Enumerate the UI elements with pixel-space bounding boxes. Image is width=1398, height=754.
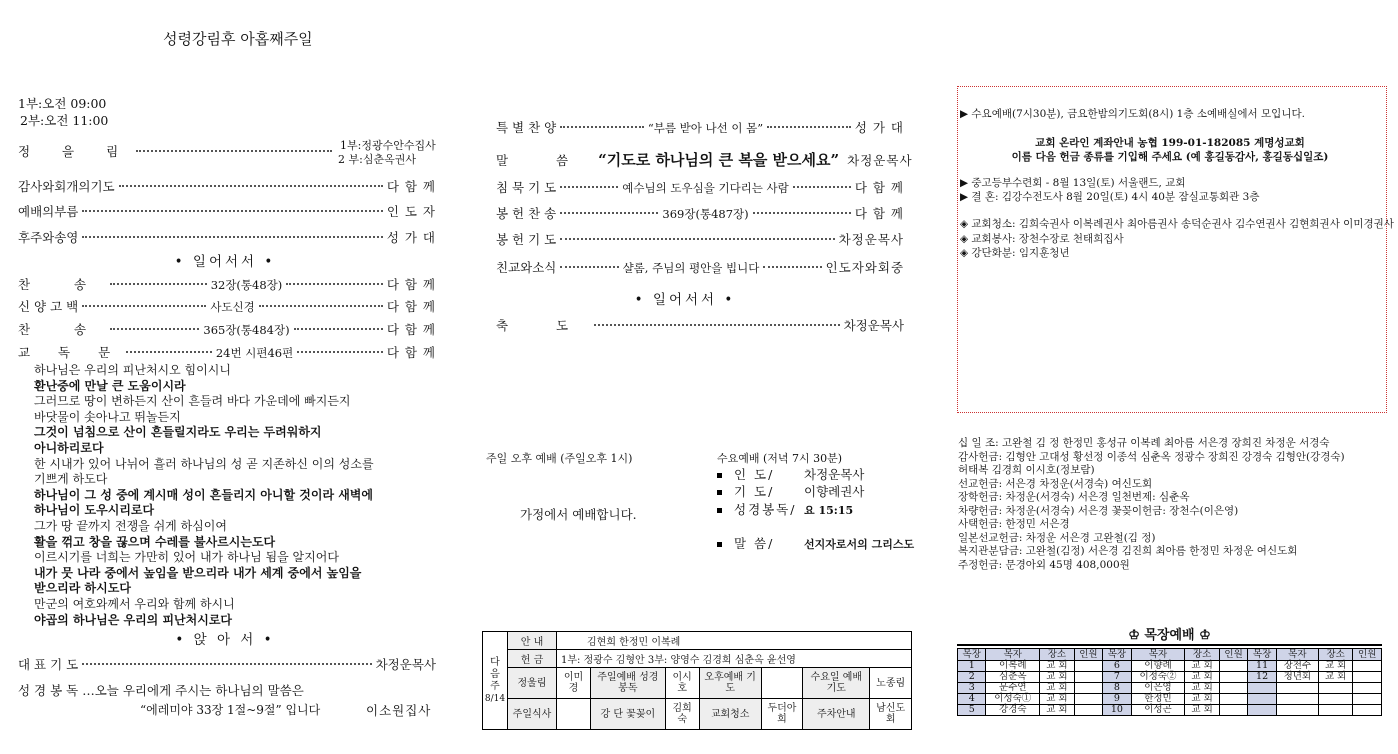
wed-key: 성경봉독/ bbox=[734, 502, 797, 517]
order-row bbox=[496, 118, 904, 136]
mokjang-cell: 7 bbox=[1103, 672, 1131, 683]
wed-key: 말 씀/ bbox=[734, 536, 775, 551]
next-week-cell: 교회청소 bbox=[699, 699, 761, 730]
next-week-cell: 김희숙 bbox=[665, 699, 699, 730]
next-week-cell bbox=[761, 668, 803, 699]
mokjang-count-cell bbox=[1353, 705, 1382, 716]
row-item: 32장(통48장) bbox=[210, 278, 283, 292]
bongdok-ref: “에레미야 33장 1절~9절” 입니다 bbox=[140, 703, 321, 717]
mokjang-header-cell: 장소 bbox=[1040, 649, 1075, 661]
mokjang-cell: 이복례 bbox=[986, 661, 1040, 672]
order-row bbox=[18, 297, 436, 315]
row-label: 대 표 기 도 bbox=[18, 657, 79, 672]
leader-dots bbox=[560, 212, 658, 214]
order-row bbox=[18, 320, 436, 338]
row-performer: 성 가 대 bbox=[386, 230, 436, 245]
mokjang-cell: 한정민 bbox=[1131, 694, 1185, 705]
row-item: 사도신경 bbox=[210, 300, 255, 314]
mokjang-cell: 이정숙② bbox=[1131, 672, 1185, 683]
reading-line: 환난중에 만날 큰 도움이시라 bbox=[34, 378, 186, 393]
row-performer: 차정운목사 bbox=[838, 232, 904, 247]
stand-up-heading-2: • 일어서서 • bbox=[634, 292, 736, 308]
next-week-cell bbox=[557, 699, 591, 730]
row-blessing bbox=[496, 316, 904, 334]
reading-line: 받으리라 하시도다 bbox=[34, 581, 131, 596]
mokjang-cell: 교 회 bbox=[1040, 672, 1075, 683]
leader-dots bbox=[126, 351, 212, 353]
leader-dots bbox=[560, 126, 644, 128]
bullet-icon bbox=[717, 508, 722, 513]
row-label: 축 도 bbox=[496, 318, 591, 333]
mokjang-cell: 6 bbox=[1103, 661, 1131, 672]
leader-dots bbox=[82, 236, 382, 238]
mokjang-cell bbox=[1248, 694, 1276, 705]
mokjang-cell: 10 bbox=[1103, 705, 1131, 716]
reading-line: 바닷물이 솟아나고 뛰놀든지 bbox=[34, 409, 181, 424]
row-performer: 성 가 대 bbox=[854, 120, 904, 135]
mokjang-cell bbox=[1276, 705, 1318, 716]
row-performer: 다 함 께 bbox=[386, 277, 437, 292]
mokjang-count-cell bbox=[1353, 694, 1382, 705]
row-bongdok bbox=[18, 681, 304, 699]
row-item: 예수님의 도우심을 기다리는 사람 bbox=[622, 181, 789, 195]
jeongeullim-perf-2: 2 부:심춘옥권사 bbox=[338, 153, 416, 166]
mokjang-count-cell bbox=[1219, 683, 1247, 694]
mokjang-count-cell bbox=[1074, 683, 1102, 694]
order-row bbox=[496, 178, 904, 196]
row-item: 369장(통487장) bbox=[662, 207, 749, 221]
leader-dots bbox=[82, 663, 371, 665]
row-label: 찬 송 bbox=[18, 322, 107, 337]
row-item: 샬롬, 주님의 평안을 빕니다 bbox=[622, 261, 760, 275]
wed-title: 수요예배 (저녁 7시 30분) bbox=[717, 452, 843, 465]
mokjang-cell bbox=[1318, 694, 1353, 705]
row-daepyo bbox=[18, 655, 436, 673]
leader-dots bbox=[136, 150, 332, 152]
row-performer: 다 함 께 bbox=[386, 179, 436, 194]
reading-line: 하나님이 도우시리로다 bbox=[34, 503, 155, 518]
order-row bbox=[18, 343, 436, 361]
row-label: 찬 송 bbox=[18, 277, 107, 292]
leader-dots bbox=[763, 266, 821, 268]
offering-line: 십 일 조: 고완철 김 정 한정민 홍성규 이복례 최아름 서은경 장희진 차정운 서경숙 bbox=[958, 437, 1330, 449]
mokjang-cell: 4 bbox=[958, 694, 986, 705]
reading-line: 그것이 넘침으로 산이 흔들릴지라도 우리는 두려워하지 bbox=[34, 425, 322, 440]
bongdok-text: …오늘 우리에게 주시는 하나님의 말씀은 bbox=[82, 683, 304, 698]
mokjang-count-cell bbox=[1074, 694, 1102, 705]
mokjang-cell bbox=[1276, 694, 1318, 705]
mokjang-header-cell: 장소 bbox=[1318, 649, 1353, 661]
mokjang-header-cell: 목장 bbox=[1248, 649, 1276, 661]
next-week-cell: 이미경 bbox=[557, 668, 591, 699]
leader-dots bbox=[119, 185, 383, 187]
order-row bbox=[18, 275, 436, 293]
next-week-row-4 bbox=[483, 699, 912, 730]
mokjang-count-cell bbox=[1219, 694, 1247, 705]
row-item: “부름 받아 나선 이 몸” bbox=[647, 121, 764, 135]
next-week-side bbox=[483, 632, 508, 730]
mokjang-count-cell bbox=[1219, 672, 1247, 683]
row-label: 정 을 림 bbox=[18, 144, 133, 159]
mokjang-header-cell: 장소 bbox=[1185, 649, 1220, 661]
bullet-icon bbox=[717, 542, 722, 547]
order-row bbox=[496, 149, 913, 170]
next-week-cell: 주일예배 성경봉독 bbox=[590, 668, 665, 699]
row-label: 말 씀 bbox=[496, 153, 591, 168]
mokjang-cell: 교 회 bbox=[1185, 694, 1220, 705]
mokjang-header-cell: 인원 bbox=[1219, 649, 1247, 661]
wed-item bbox=[717, 534, 914, 552]
news-line-1: ▶ 수요예배(7시30분), 금요한밤의기도회(8시) 1층 소예배실에서 모입니다. bbox=[960, 108, 1305, 120]
wed-item bbox=[717, 482, 864, 500]
mokjang-header-cell: 목장 bbox=[958, 649, 986, 661]
reading-line: 그러므로 땅이 변하든지 산이 흔들려 바다 가운데에 빠지든지 bbox=[34, 394, 351, 409]
next-week-cell: 주차안내 bbox=[803, 699, 870, 730]
leader-dots bbox=[297, 351, 383, 353]
leader-dots bbox=[82, 305, 206, 307]
mokjang-header-cell: 목자 bbox=[986, 649, 1040, 661]
mokjang-cell: 이향례 bbox=[1131, 661, 1185, 672]
mokjang-cell: 2 bbox=[958, 672, 986, 683]
next-week-row-3 bbox=[483, 668, 912, 699]
stand-up-heading: • 일어서서 • bbox=[174, 254, 276, 270]
mokjang-cell: 1 bbox=[958, 661, 986, 672]
row-performer: 다 함 께 bbox=[854, 206, 904, 221]
service-time-2: 2부:오전 11:00 bbox=[20, 113, 109, 128]
wed-value: 요 15:15 bbox=[804, 504, 854, 517]
next-week-cell: 노종림 bbox=[870, 668, 912, 699]
jeongeullim-perf-1: 1부:정광수안수집사 bbox=[340, 139, 436, 152]
offering-line: 차량헌금: 차정운(서경숙) 서은경 꽃꽂이헌금: 장천수(이은영) bbox=[958, 504, 1239, 517]
reading-line: 이르시기를 너희는 가만히 있어 내가 하나님 됨을 알지어다 bbox=[34, 550, 339, 565]
mokjang-cell: 교 회 bbox=[1040, 705, 1075, 716]
leader-dots bbox=[294, 328, 383, 330]
news-line-6: ◈ 강단화분: 임지훈청년 bbox=[960, 247, 1070, 259]
mokjang-header-cell: 인원 bbox=[1074, 649, 1102, 661]
mokjang-header-cell: 목장 bbox=[1103, 649, 1131, 661]
wed-item bbox=[717, 500, 853, 518]
mokjang-section bbox=[957, 628, 1382, 716]
mokjang-cell: 강경숙 bbox=[986, 705, 1040, 716]
row-label: 특 별 찬 양 bbox=[496, 120, 557, 135]
offering-line: 주정헌금: 문경아외 45명 408,000원 bbox=[958, 558, 1130, 571]
wed-item bbox=[717, 465, 864, 483]
service-time-1: 1부:오전 09:00 bbox=[18, 96, 107, 111]
hg-value: 1부: 정광수 김형안 3부: 양영수 김경희 심춘옥 윤선영 bbox=[557, 650, 912, 668]
annc-key: 안 내 bbox=[508, 632, 557, 650]
mokjang-row bbox=[958, 672, 1382, 683]
order-row bbox=[496, 258, 904, 276]
mokjang-cell: 교 회 bbox=[1185, 705, 1220, 716]
mokjang-cell: 문수연 bbox=[986, 683, 1040, 694]
order-row bbox=[18, 142, 336, 160]
row-performer: 차정운목사 bbox=[375, 657, 436, 672]
mokjang-count-cell bbox=[1353, 683, 1382, 694]
mokjang-cell: 9 bbox=[1103, 694, 1131, 705]
news-line-4: ◈ 교회청소: 김희숙권사 이복례권사 최아름권사 송덕순권사 김수연권사 김현희권사 이미경권사 bbox=[960, 218, 1394, 230]
mokjang-cell: 3 bbox=[958, 683, 986, 694]
news-online-1: 교회 온라인 계좌안내 농협 199-01-182085 계명성교회 bbox=[1035, 137, 1305, 149]
mokjang-count-cell bbox=[1353, 661, 1382, 672]
mokjang-header bbox=[958, 649, 1382, 661]
hg-key: 헌 금 bbox=[508, 650, 557, 668]
wed-value: 차정운목사 bbox=[804, 467, 865, 482]
mokjang-cell: 교 회 bbox=[1040, 683, 1075, 694]
page-title: 성령강림후 아홉째주일 bbox=[163, 30, 313, 48]
mokjang-cell: 교 회 bbox=[1185, 683, 1220, 694]
row-performer: 인 도 자 bbox=[386, 204, 436, 219]
mokjang-cell: 교 회 bbox=[1318, 661, 1353, 672]
mokjang-cell: 12 bbox=[1248, 672, 1276, 683]
mokjang-cell: 8 bbox=[1103, 683, 1131, 694]
row-performer: 차정운목사 bbox=[847, 153, 913, 168]
offering-line: 감사헌금: 김형안 고대성 황선정 이종석 심춘옥 정광수 장희진 강경숙 김형안(강경숙) bbox=[958, 450, 1345, 463]
row-performer: 인도자와회중 bbox=[825, 260, 905, 275]
row-item: 365장(통484장) bbox=[203, 323, 290, 337]
sunday-pm-title: 주일 오후 예배 (주일오후 1시) bbox=[486, 452, 633, 465]
mokjang-row bbox=[958, 661, 1382, 672]
wed-key: 기 도/ bbox=[734, 484, 775, 499]
reading-line: 야곱의 하나님은 우리의 피난처시로다 bbox=[34, 612, 233, 627]
next-week-date: 8/14 bbox=[484, 693, 506, 704]
row-label: 침 묵 기 도 bbox=[496, 180, 557, 195]
reading-line: 내가 뭇 나라 중에서 높임을 받으리라 내가 세계 중에서 높임을 bbox=[34, 565, 362, 580]
row-label: 교 독 문 bbox=[18, 345, 123, 360]
news-line-5: ◈ 교회봉사: 장천수장로 천태희집사 bbox=[960, 233, 1124, 245]
bongdok-perf: 이소원집사 bbox=[366, 703, 432, 718]
leader-dots bbox=[110, 283, 207, 285]
wed-value: 이향례권사 bbox=[804, 484, 865, 499]
mokjang-cell: 11 bbox=[1248, 661, 1276, 672]
mokjang-count-cell bbox=[1353, 672, 1382, 683]
mokjang-header-cell: 목자 bbox=[1131, 649, 1185, 661]
mokjang-cell: 심춘옥 bbox=[986, 672, 1040, 683]
reading-line: 활을 꺾고 창을 끊으며 수레를 불사르시는도다 bbox=[34, 534, 276, 549]
bullet-icon bbox=[717, 473, 722, 478]
leader-dots bbox=[560, 238, 834, 240]
leader-dots bbox=[753, 212, 851, 214]
reading-line: 한 시내가 있어 나뉘어 흘러 하나님의 성 곧 지존하신 이의 성소를 bbox=[34, 456, 374, 471]
row-label: 후주와송영 bbox=[18, 230, 79, 245]
next-week-cell: 두더아희 bbox=[761, 699, 803, 730]
leader-dots bbox=[560, 266, 618, 268]
reading-line: 아니하리로다 bbox=[34, 441, 104, 455]
mokjang-cell: 교 회 bbox=[1040, 661, 1075, 672]
next-week-cell: 주일식사 bbox=[508, 699, 557, 730]
row-item: “기도로 하나님의 큰 복을 받으세요” bbox=[598, 151, 840, 169]
mokjang-cell: 교 회 bbox=[1185, 661, 1220, 672]
next-week-cell: 수요일 예배기도 bbox=[803, 668, 870, 699]
order-row bbox=[496, 230, 904, 248]
news-line-2: ▶ 중고등부수련회 - 8월 13일(토) 서울랜드, 교회 bbox=[960, 177, 1186, 189]
offering-line: 사택헌금: 한정민 서은경 bbox=[958, 518, 1070, 530]
next-week-cell: 정울림 bbox=[508, 668, 557, 699]
row-label: 봉 헌 기 도 bbox=[496, 232, 557, 247]
mokjang-cell bbox=[1248, 705, 1276, 716]
next-week-cell: 이시호 bbox=[665, 668, 699, 699]
mokjang-cell: 5 bbox=[958, 705, 986, 716]
home-worship: 가정에서 예배합니다. bbox=[520, 507, 637, 522]
mokjang-cell: 교 회 bbox=[1185, 672, 1220, 683]
row-label: 성 경 봉 독 bbox=[18, 683, 79, 698]
leader-dots bbox=[560, 186, 618, 188]
wed-key: 인 도/ bbox=[734, 467, 775, 482]
offering-line: 장학헌금: 차정운(서경숙) 서은경 일천번제: 심춘옥 bbox=[958, 491, 1190, 503]
next-week-cell: 강 단 꽃꽂이 bbox=[590, 699, 665, 730]
order-row bbox=[18, 177, 436, 195]
next-week-table bbox=[482, 631, 912, 730]
leader-dots bbox=[767, 126, 851, 128]
mokjang-cell: 이성숙① bbox=[986, 694, 1040, 705]
bullet-icon bbox=[717, 490, 722, 495]
mokjang-count-cell bbox=[1219, 661, 1247, 672]
wed-value: 선지자로서의 그리스도 bbox=[804, 538, 915, 551]
mokjang-count-cell bbox=[1219, 705, 1247, 716]
reading-line: 하나님은 우리의 피난처시오 힘이시니 bbox=[34, 363, 231, 377]
mokjang-cell bbox=[1276, 683, 1318, 694]
mokjang-header-cell: 목자 bbox=[1276, 649, 1318, 661]
news-online-2: 이름 다음 헌금 종류를 기입해 주세요 (예 홍길동감사, 홍길동십일조) bbox=[1011, 151, 1329, 163]
reading-line: 만군의 여호와께서 우리와 함께 하시니 bbox=[34, 597, 235, 611]
offering-line: 허태복 김경희 이시호(정보람) bbox=[958, 464, 1095, 476]
leader-dots bbox=[110, 328, 199, 330]
reading-line: 그가 땅 끝까지 전쟁을 쉬게 하심이여 bbox=[34, 519, 227, 533]
annc-value: 김현희 한정민 이복례 bbox=[557, 632, 912, 650]
news-line-3: ▶ 결 혼: 김강수전도사 8월 20일(토) 4시 40분 잠실교통회관 3층 bbox=[960, 191, 1260, 203]
row-performer: 다 함 께 bbox=[386, 345, 437, 360]
leader-dots bbox=[82, 210, 382, 212]
row-label: 예배의부름 bbox=[18, 204, 79, 219]
reading-line: 기쁘게 하도다 bbox=[34, 472, 108, 487]
mokjang-title: ♔ 목장예배 ♔ bbox=[957, 628, 1382, 646]
mokjang-row bbox=[958, 705, 1382, 716]
row-item: 24번 시편46편 bbox=[215, 346, 294, 360]
mokjang-cell: 교 회 bbox=[1040, 694, 1075, 705]
leader-dots bbox=[286, 283, 383, 285]
sit-down-heading: • 앉 아 서 • bbox=[175, 632, 275, 648]
leader-dots bbox=[594, 324, 839, 326]
next-week-cell: 오후예배 기 도 bbox=[699, 668, 761, 699]
row-performer: 다 함 께 bbox=[854, 180, 905, 195]
row-label: 감사와회개의기도 bbox=[18, 179, 115, 194]
leader-dots bbox=[259, 305, 383, 307]
mokjang-count-cell bbox=[1074, 705, 1102, 716]
mokjang-cell: 이성곤 bbox=[1131, 705, 1185, 716]
next-week-side-label: 다음주 bbox=[490, 656, 500, 692]
order-row bbox=[18, 202, 436, 220]
mokjang-body bbox=[958, 661, 1382, 716]
mokjang-count-cell bbox=[1074, 661, 1102, 672]
row-label: 친교와소식 bbox=[496, 260, 557, 275]
order-row bbox=[18, 228, 436, 246]
row-label: 신 양 고 백 bbox=[18, 299, 79, 314]
row-label: 봉 헌 찬 송 bbox=[496, 206, 557, 221]
mokjang-row bbox=[958, 694, 1382, 705]
offering-line: 복지관분담금: 고완철(김정) 서은경 김진희 최아름 한정민 차정운 여신도회 bbox=[958, 545, 1298, 557]
reading-line: 하나님이 그 성 중에 계시매 성이 흔들리지 아니할 것이라 새벽에 bbox=[34, 487, 373, 502]
order-row bbox=[496, 204, 904, 222]
offering-line: 일본선교헌금: 차정운 서은경 고완철(김 정) bbox=[958, 531, 1156, 544]
leader-dots bbox=[793, 186, 851, 188]
mokjang-cell bbox=[1318, 705, 1353, 716]
row-performer: 차정운목사 bbox=[843, 318, 904, 333]
mokjang-header-cell: 인원 bbox=[1353, 649, 1382, 661]
next-week-cell: 남신도회 bbox=[870, 699, 912, 730]
mokjang-cell: 이은영 bbox=[1131, 683, 1185, 694]
mokjang-cell: 청년회 bbox=[1276, 672, 1318, 683]
row-performer: 다 함 께 bbox=[386, 299, 437, 314]
mokjang-cell: 교 회 bbox=[1318, 672, 1353, 683]
mokjang-cell: 장천수 bbox=[1276, 661, 1318, 672]
mokjang-cell bbox=[1318, 683, 1353, 694]
row-performer: 다 함 께 bbox=[386, 322, 437, 337]
mokjang-row bbox=[958, 683, 1382, 694]
offering-line: 선교헌금: 서은경 차정운(서경숙) 여신도회 bbox=[958, 477, 1153, 490]
mokjang-cell bbox=[1248, 683, 1276, 694]
mokjang-count-cell bbox=[1074, 672, 1102, 683]
